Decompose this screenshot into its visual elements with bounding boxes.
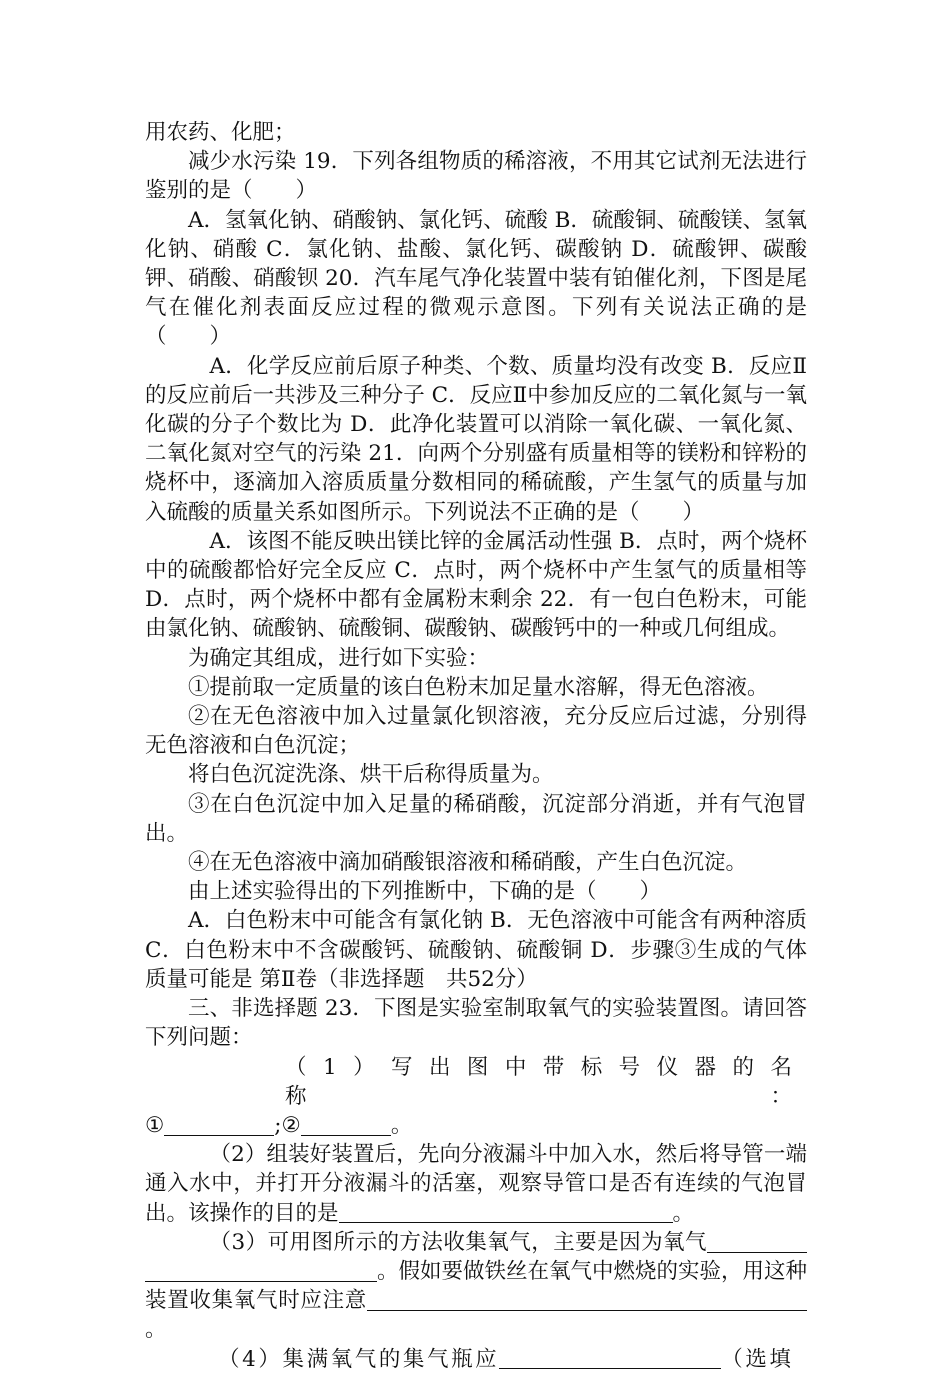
options-20-question-21: A．化学反应前后原子种类、个数、质量均没有改变 B．反应Ⅱ的反应前后一共涉及三种分子 C．反应Ⅱ中参加反应的二氧化氮与一氧化碳的分子个数比为 D．此净化装置可以消除一氧化碳、一氧化氮、二氧化氮对空气的污染 21．向两个分别盛有质量相等的镁粉和锌粉的烧杯中，逐滴加入溶质质量分数相同的稀硫酸，产生氢气的质量与加入硫酸的质量关系如图所示。下列说法不正确的是（ ） bbox=[145, 353, 807, 525]
answer-blank-4[interactable] bbox=[707, 1229, 807, 1253]
period: 。 bbox=[672, 1200, 695, 1226]
document-page bbox=[145, 118, 807, 1374]
experiment-intro: 为确定其组成，进行如下实验： bbox=[188, 645, 490, 671]
answer-blank-6[interactable] bbox=[499, 1346, 721, 1370]
question-22-prompt: 由上述实验得出的下列推断中，下确的是（ ） bbox=[188, 879, 662, 905]
part-1-text: （1）写出图中带标号仪器的名称： bbox=[285, 1054, 807, 1109]
options-22-section-2: A．白色粉末中可能含有氯化钠 B．无色溶液中可能含有两种溶质 C．白色粉末中不含碳酸钙、硫酸钠、硫酸铜 D．步骤③生成的气体质量可能是 第Ⅱ卷（非选择题 共52分） bbox=[145, 908, 807, 992]
question-23: 三、非选择题 23．下图是实验室制取氧气的实验装置图。请回答下列问题： bbox=[145, 996, 807, 1051]
answer-blank-2[interactable] bbox=[301, 1112, 391, 1136]
part-3-mid: 。假如要做铁丝在氧气中燃烧的实验，用这种装置收集氧气时应注意 bbox=[145, 1258, 808, 1314]
answer-blank-5b[interactable] bbox=[777, 1287, 807, 1311]
separator: ;② bbox=[274, 1112, 301, 1138]
part-4-end: （选填 bbox=[721, 1346, 794, 1372]
question-23-part-4 bbox=[145, 1345, 807, 1374]
part-4-text: （4）集满氧气的集气瓶应 bbox=[218, 1346, 500, 1372]
part-2-text: （2）组装好装置后，先向分液漏斗中加入水，然后将导管一端通入水中，并打开分液漏斗的活塞，观察导管口是否有连续的气泡冒出。该操作的目的是 bbox=[145, 1142, 807, 1226]
experiment-step-1: ①提前取一定质量的该白色粉末加足量水溶解，得无色溶液。 bbox=[188, 674, 769, 700]
circle-one: ① bbox=[145, 1112, 165, 1138]
experiment-step-3: ③在白色沉淀中加入足量的稀硝酸，沉淀部分消逝，并有气泡冒出。 bbox=[145, 791, 807, 846]
question-23-part-1 bbox=[145, 1053, 807, 1111]
text-line: 用农药、化肥； bbox=[145, 120, 296, 145]
experiment-step-2-note: 将白色沉淀洗涤、烘干后称得质量为。 bbox=[188, 762, 554, 788]
answer-blank-5[interactable] bbox=[367, 1287, 777, 1311]
answer-blank-1[interactable] bbox=[164, 1112, 274, 1136]
options-19-question-20: A．氢氧化钠、硝酸钠、氯化钙、硫酸 B．硫酸铜、硫酸镁、氢氧化钠、硝酸 C．氯化钠、盐酸、氯化钙、碳酸钠 D．硫酸钾、碳酸钾、硝酸、硝酸钡 20．汽车尾气净化装置中装有铂催化剂，下图是尾气在催化剂表面反应过程的微观示意图。下列有关说法正确的是（ ） bbox=[145, 207, 807, 350]
experiment-step-4: ④在无色溶液中滴加硝酸银溶液和稀硝酸，产生白色沉淀。 bbox=[188, 850, 748, 876]
answer-blank-4b[interactable] bbox=[145, 1258, 377, 1282]
question-19: 减少水污染 19．下列各组物质的稀溶液，不用其它试剂无法进行鉴别的是（ ） bbox=[145, 149, 807, 204]
question-23-part-3 bbox=[145, 1228, 807, 1345]
options-21-question-22: A．该图不能反映出镁比锌的金属活动性强 B．点时，两个烧杯中的硫酸都恰好完全反应 C．点时，两个烧杯中产生氢气的质量相等 D．点时，两个烧杯中都有金属粉末剩余 22．有一包白色粉末，可能由氯化钠、硫酸钠、硫酸铜、碳酸钠、碳酸钙中的一种或几何组成。 bbox=[145, 528, 807, 642]
question-23-part-2 bbox=[145, 1140, 807, 1228]
answer-blank-3[interactable] bbox=[339, 1200, 673, 1224]
part-3-text: （3）可用图所示的方法收集氧气，主要是因为氧气 bbox=[209, 1229, 707, 1255]
period: 。 bbox=[390, 1112, 413, 1138]
period: 。 bbox=[145, 1317, 167, 1343]
experiment-step-2: ②在无色溶液中加入过量氯化钡溶液，充分反应后过滤，分别得无色溶液和白色沉淀； bbox=[145, 704, 807, 759]
part-1-answers bbox=[145, 1111, 807, 1140]
